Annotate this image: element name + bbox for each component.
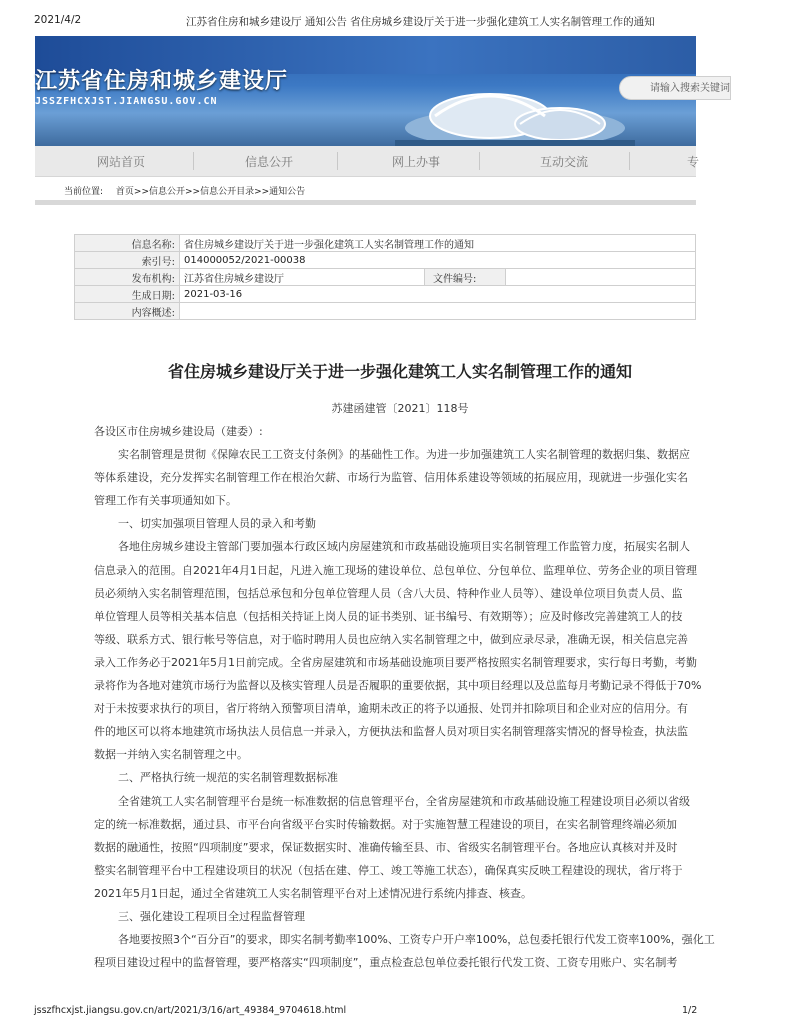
nav-divider: [193, 152, 194, 170]
body-line: 单位管理人员等相关基本信息（包括相关持证上岗人员的证书类别、证书编号、有效期等）；应及时修改完善建筑工人的技: [94, 609, 683, 623]
body-line: 实名制管理是贯彻《保障农民工工资支付条例》的基础性工作。为进一步加强建筑工人实名制管理的数据归集、数据应: [118, 448, 690, 462]
info-key: 生成日期:: [75, 286, 180, 303]
body-line: 管理工作有关事项通知如下。: [94, 494, 237, 508]
body-line: 件的地区可以将本地建筑市场执法人员信息一并录入，方便执法和监督人员对项目实名制管理落实情况的督导检查，执法监: [94, 725, 688, 739]
info-key: 内容概述:: [75, 303, 180, 320]
nav-divider: [479, 152, 480, 170]
body-line: 数据的融通性，按照“四项制度”要求，保证数据实时、准确传输至县、市、省级实名制管理平台。各地应认真核对并及时: [94, 840, 678, 854]
info-value: 江苏省住房城乡建设厅: [180, 269, 425, 286]
body-line: 数据一并纳入实名制管理之中。: [94, 748, 248, 762]
site-name: 江苏省住房和城乡建设厅: [35, 69, 289, 94]
body-line: 全省建筑工人实名制管理平台是统一标准数据的信息管理平台，全省房屋建筑和市政基础设施工程建设项目必须以省级: [118, 794, 690, 808]
print-header: [0, 14, 730, 30]
body-line: 录将作为各地对建筑市场行为监督以及核实管理人员是否履职的重要依据，其中项目经理以及总监每月考勤记录不得低于70%: [94, 679, 702, 693]
body-line: 等级、联系方式、银行帐号等信息，对于临时聘用人员也应纳入实名制管理之中，做到应录尽录，准确无误，相关信息完善: [94, 632, 688, 646]
print-title: 江苏省住房和城乡建设厅 通知公告 省住房城乡建设厅关于进一步强化建筑工人实名制管理工作的通知: [186, 16, 655, 28]
info-value: [506, 269, 696, 286]
body-line: 各地住房城乡建设主管部门要加强本行政区域内房屋建筑和市政基础设施项目实名制管理工作监管力度，拓展实名制人: [118, 540, 690, 554]
breadcrumb: [64, 184, 305, 197]
info-value: [180, 303, 696, 320]
nav-divider: [629, 152, 630, 170]
nav-item-special[interactable]: 专: [687, 155, 700, 169]
nav-item-home[interactable]: 网站首页: [97, 155, 146, 169]
info-table: [74, 234, 696, 320]
table-row: [75, 269, 696, 286]
site-url: JSSZFHCXJST.JIANGSU.GOV.CN: [35, 96, 218, 107]
table-row: [75, 252, 696, 269]
nav-item-online-service[interactable]: 网上办事: [392, 155, 441, 169]
body-line: 录入工作务必于2021年5月1日前完成。全省房屋建筑和市场基础设施项目要严格按照实名制管理要求，实行每日考勤，考勤: [94, 655, 697, 669]
body-line: 各设区市住房城乡建设局（建委）:: [94, 425, 263, 438]
search-input[interactable]: 请输入搜索关键词: [619, 76, 731, 100]
print-date: 2021/4/2: [34, 14, 82, 26]
breadcrumb-label: 当前位置:: [64, 187, 104, 197]
body-line: 三、强化建设工程项目全过程监督管理: [118, 909, 305, 923]
nav-divider: [337, 152, 338, 170]
table-row: [75, 235, 696, 252]
print-url: jsszfhcxjst.jiangsu.gov.cn/art/2021/3/16/art_49384_9704618.html: [34, 1005, 347, 1016]
breadcrumb-path[interactable]: 首页>>信息公开>>信息公开目录>>通知公告: [115, 187, 306, 197]
table-row: [75, 286, 696, 303]
body-line: 各地要按照3个“百分百”的要求，即实名制考勤率100%、工资专户开户率100%，总包委托银行代发工资率100%，强化工: [118, 933, 715, 947]
body-line: 定的统一标准数据，通过县、市平台向省级平台实时传输数据。对于实施智慧工程建设的项目，在实名制管理终端必须加: [94, 817, 677, 831]
info-key: 发布机构:: [75, 269, 180, 286]
body-line: 对于未按要求执行的项目，省厅将纳入预警项目清单，逾期未改正的将予以通报、处罚并扣除项目和企业对应的信用分。有: [94, 702, 688, 716]
document-title: 省住房城乡建设厅关于进一步强化建筑工人实名制管理工作的通知: [167, 362, 632, 381]
body-line: 二、严格执行统一规范的实名制管理数据标准: [118, 771, 338, 785]
info-value: 2021-03-16: [180, 286, 696, 303]
body-line: 员必须纳入实名制管理范围，包括总承包和分包单位管理人员（含八大员、特种作业人员等）、建设单位项目负责人员、监: [94, 586, 683, 600]
nav-item-interaction[interactable]: 互动交流: [540, 155, 589, 169]
stadium-illustration: [395, 76, 635, 156]
body-line: 程项目建设过程中的监督管理，要严格落实“四项制度”，重点检查总包单位委托银行代发工资、工资专用账户、实名制考: [94, 956, 678, 970]
header-divider: [35, 200, 696, 205]
document-number: 苏建函建管〔2021〕118号: [331, 402, 469, 415]
body-line: 一、切实加强项目管理人员的录入和考勤: [118, 517, 316, 531]
document-body: [94, 420, 715, 974]
main-nav: [35, 146, 700, 177]
info-value: 014000052/2021-00038: [180, 252, 696, 269]
site-banner: [35, 36, 730, 146]
info-key: 文件编号:: [425, 269, 506, 286]
info-key: 索引号:: [75, 252, 180, 269]
info-value: 省住房城乡建设厅关于进一步强化建筑工人实名制管理工作的通知: [180, 235, 696, 252]
nav-item-info-public[interactable]: 信息公开: [245, 155, 294, 169]
info-key: 信息名称:: [75, 235, 180, 252]
body-line: 信息录入的范围。自2021年4月1日起，凡进入施工现场的建设单位、总包单位、分包单位、监理单位、劳务企业的项目管理: [94, 563, 697, 577]
body-line: 2021年5月1日起，通过全省建筑工人实名制管理平台对上述情况进行系统内排查、核查。: [94, 886, 532, 900]
table-row: [75, 303, 696, 320]
body-line: 整实名制管理平台中工程建设项目的状况（包括在建、停工、竣工等施工状态），确保真实反映工程建设的现状，省厅将于: [94, 863, 683, 877]
body-line: 等体系建设，充分发挥实名制管理工作在根治欠薪、市场行为监管、信用体系建设等领域的拓展应用，现就进一步强化实名: [94, 471, 688, 485]
page-number: 1/2: [682, 1005, 698, 1016]
